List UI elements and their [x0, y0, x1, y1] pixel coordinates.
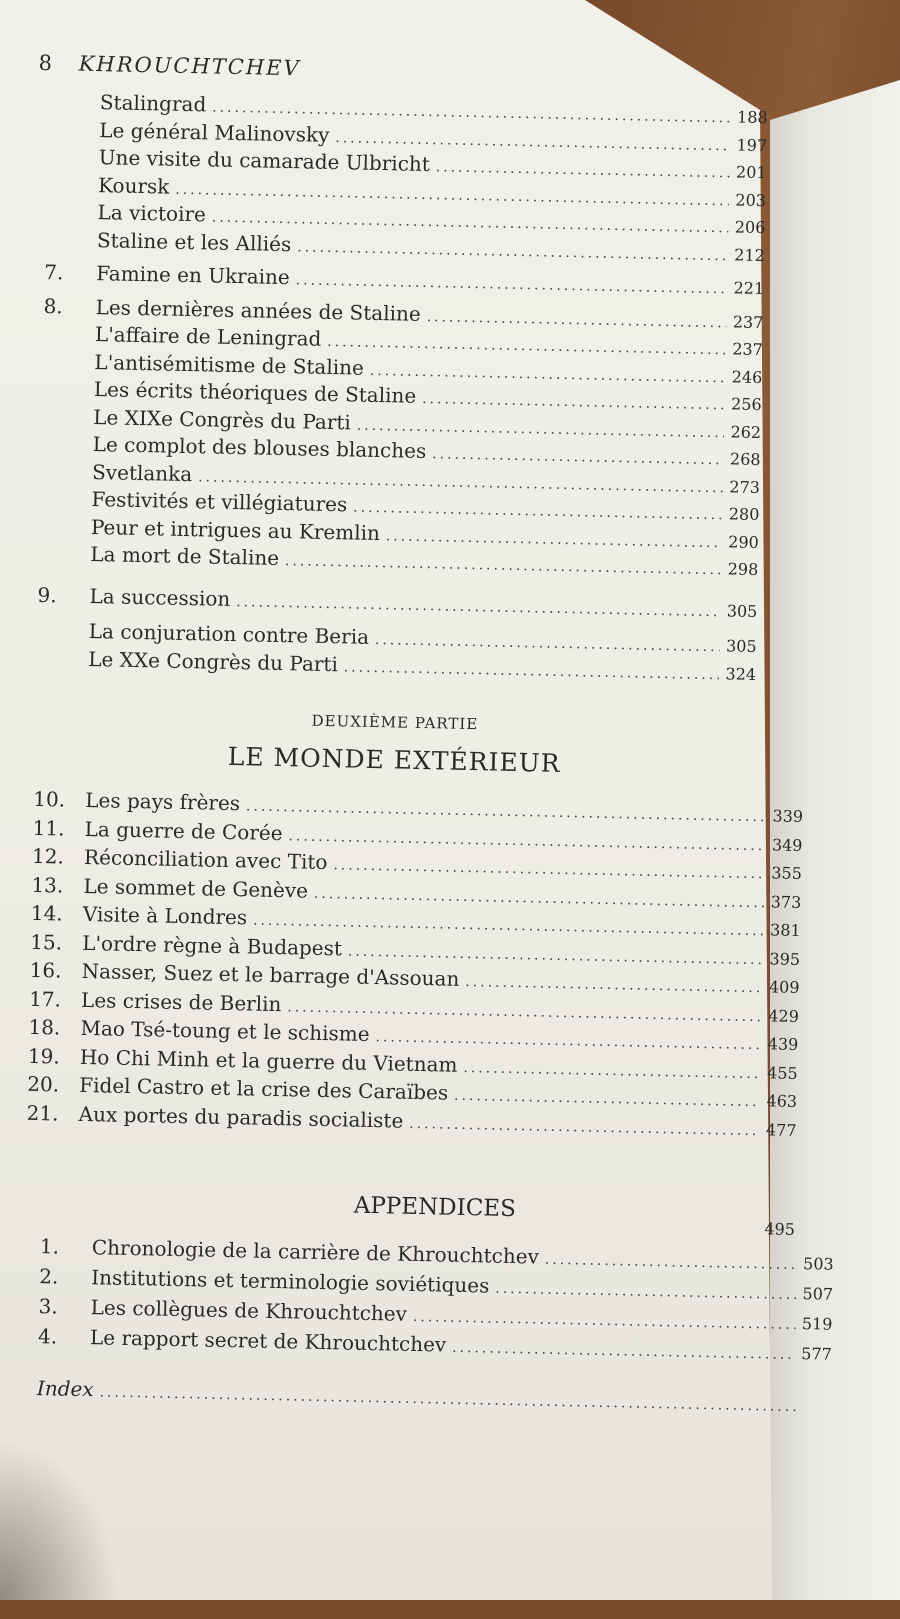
entry-page-number: 203 — [735, 189, 767, 210]
leader-dots — [357, 417, 725, 441]
leader-dots — [432, 446, 724, 468]
entry-page-number: 373 — [770, 891, 802, 912]
entry-label: Les collègues de Khrouchtchev — [90, 1295, 408, 1326]
entry-page-number: 305 — [725, 636, 757, 656]
entry-number: 18. — [28, 1014, 61, 1040]
entry-label: Les crises de Berlin — [80, 987, 282, 1016]
entry-label: Les dernières années de Staline — [95, 294, 421, 326]
entry-page-number: 507 — [802, 1284, 834, 1304]
leader-dots — [353, 500, 723, 524]
entry-page-number: 280 — [728, 504, 760, 525]
entry-page-number: 246 — [731, 366, 763, 387]
entry-number: 12. — [31, 843, 65, 869]
entry-page-number: 188 — [736, 107, 768, 128]
entry-number: 21. — [26, 1100, 59, 1125]
entry-page-number: 237 — [732, 311, 764, 332]
leader-dots — [386, 528, 723, 551]
entry-label: Festivités et villégiatures — [91, 487, 348, 517]
entry-page-number: 221 — [733, 278, 765, 299]
leader-dots — [314, 885, 765, 910]
entry-number: 17. — [28, 986, 62, 1011]
leader-dots — [99, 1384, 798, 1415]
entry-number: 8. — [43, 293, 63, 318]
entry-label: Une visite du camarade Ulbricht — [98, 145, 431, 177]
entry-page-number: 197 — [736, 134, 768, 155]
leader-dots — [297, 239, 728, 264]
entry-label: Ho Chi Minh et la guerre du Vietnam — [79, 1044, 458, 1077]
entry-label: Visite à Londres — [82, 901, 248, 930]
entry-number: 16. — [29, 957, 62, 983]
leader-dots — [422, 391, 725, 413]
leader-dots — [409, 1115, 760, 1138]
entry-label: Le sommet de Genève — [83, 873, 309, 903]
entry-label: L'ordre règne à Budapest — [82, 930, 343, 960]
entry-number: 9. — [37, 582, 57, 607]
leader-dots — [285, 553, 722, 578]
entry-page-number: 290 — [728, 531, 760, 552]
entry-label: Les pays frères — [85, 787, 241, 816]
entry-label: Nasser, Suez et le barrage d'Assouan — [81, 958, 460, 991]
entry-label: L'antisémitisme de Staline — [94, 349, 365, 380]
entry-label: Le général Malinovsky — [99, 117, 330, 147]
entry-label: Mao Tsé-toung et le schisme — [80, 1015, 370, 1046]
leader-dots — [452, 1340, 795, 1363]
leader-dots — [436, 159, 731, 181]
entry-page-number: 349 — [771, 834, 803, 855]
leader-dots — [344, 659, 720, 683]
index-label: Index — [36, 1376, 94, 1402]
entry-page-number: 298 — [727, 559, 759, 580]
entry-label: Les écrits théoriques de Staline — [93, 377, 417, 408]
leader-dots — [370, 362, 726, 385]
leader-dots — [236, 594, 721, 620]
entry-number: 19. — [27, 1043, 60, 1068]
entry-page-number: 355 — [771, 863, 803, 883]
entry-page-number: 212 — [734, 244, 766, 265]
entry-number: 1. — [39, 1234, 60, 1259]
leader-dots — [375, 632, 720, 655]
header-title: KHROUCHTCHEV — [78, 51, 301, 81]
leader-dots — [427, 309, 728, 331]
entry-page-number: 429 — [768, 1005, 800, 1026]
leader-dots — [545, 1252, 798, 1273]
entry-number: 7. — [44, 259, 64, 285]
entry-label: Famine en Ukraine — [96, 261, 291, 290]
entry-number: 10. — [33, 786, 66, 812]
leader-dots — [465, 974, 763, 996]
entry-label: Réconciliation avec Tito — [83, 844, 328, 875]
entry-page-number: 339 — [772, 806, 804, 826]
entry-number: 3. — [38, 1294, 58, 1319]
leader-dots — [375, 1029, 762, 1053]
entry-page-number: 519 — [801, 1314, 833, 1334]
leader-dots — [327, 334, 726, 358]
entry-page-number: 439 — [767, 1034, 799, 1054]
running-header — [38, 51, 301, 80]
entry-label: Fidel Castro et la crise des Caraïbes — [79, 1072, 449, 1105]
entry-page-number: 201 — [735, 162, 767, 183]
entry-number: 20. — [27, 1071, 60, 1097]
leader-dots — [333, 857, 765, 882]
leader-dots — [348, 943, 764, 968]
leader-dots — [463, 1059, 761, 1081]
index-entry[interactable] — [37, 1376, 805, 1420]
entry-number: 2. — [39, 1264, 59, 1289]
entry-page-number: 305 — [726, 600, 758, 621]
entry-label: La guerre de Corée — [84, 816, 283, 845]
entry-label: Staline et les Alliés — [96, 227, 292, 256]
entry-label: Stalingrad — [99, 90, 207, 117]
leader-dots — [335, 130, 731, 154]
entry-label: Koursk — [97, 172, 170, 199]
entry-label: Institutions et terminologie soviétiques — [91, 1265, 490, 1298]
entry-page-number: 237 — [732, 339, 764, 360]
leader-dots — [296, 272, 728, 297]
part-two-label: DEUXIÈME PARTIE — [311, 711, 479, 734]
entry-page-number: 324 — [725, 663, 757, 684]
entry-label: Le XXe Congrès du Parti — [87, 646, 339, 676]
entry-number: 11. — [32, 815, 65, 841]
appendices-title: APPENDICES — [353, 1192, 517, 1223]
entry-label: Svetlanka — [91, 459, 193, 486]
entry-number: 13. — [31, 872, 64, 898]
entry-page-number: 262 — [730, 421, 762, 442]
entry-label: La mort de Staline — [90, 542, 280, 570]
entry-page-number: 206 — [734, 217, 766, 238]
entry-page-number: 381 — [769, 920, 801, 940]
entry-number: 14. — [30, 900, 63, 926]
entry-page-number: 503 — [802, 1254, 834, 1274]
entry-label: L'affaire de Leningrad — [94, 322, 322, 351]
entry-number: 15. — [30, 929, 63, 955]
entry-label: Peur et intrigues au Kremlin — [90, 514, 381, 545]
entry-label: La conjuration contre Beria — [88, 619, 370, 649]
entry-label: Le rapport secret de Khrouchtchev — [89, 1325, 447, 1357]
leader-dots — [495, 1281, 797, 1303]
entry-label: La succession — [89, 583, 231, 611]
header-page-number: 8 — [38, 50, 55, 76]
corner-shadow — [0, 1440, 120, 1600]
entry-page-number: 463 — [766, 1091, 798, 1111]
entry-number: 4. — [37, 1324, 58, 1349]
toc-entry[interactable] — [37, 582, 757, 625]
leader-dots — [454, 1088, 761, 1110]
entry-page-number: 409 — [768, 977, 800, 997]
leader-dots — [413, 1309, 796, 1333]
entry-label: Le XIXe Congrès du Parti — [93, 404, 352, 434]
entry-page-number: 395 — [769, 948, 801, 969]
entry-page-number: 455 — [766, 1062, 798, 1083]
part-two-title: LE MONDE EXTÉRIEUR — [227, 741, 561, 778]
entry-page-number: 268 — [729, 449, 761, 470]
entry-label: La victoire — [97, 200, 207, 227]
entry-page-number: 577 — [801, 1344, 833, 1364]
entry-page-number: 477 — [765, 1119, 797, 1140]
appendices-title-page: 495 — [764, 1219, 796, 1239]
entry-page-number: 273 — [729, 476, 761, 497]
entry-page-number: 256 — [730, 394, 762, 415]
entry-label: Aux portes du paradis socialiste — [78, 1101, 404, 1133]
entry-label: Le complot des blouses blanches — [92, 432, 427, 464]
entry-label: Chronologie de la carrière de Khrouchtchev — [91, 1235, 540, 1269]
